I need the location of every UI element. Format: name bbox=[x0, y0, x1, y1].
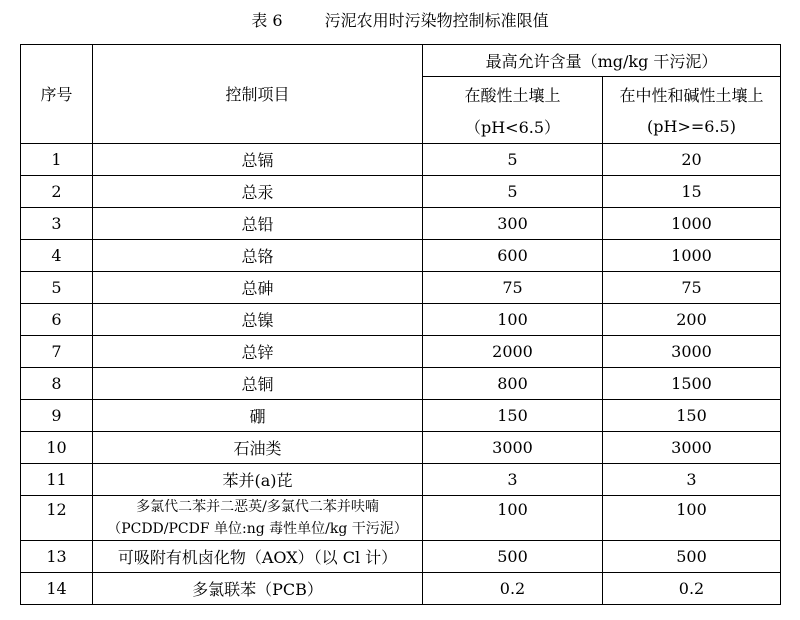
row-acid-value: 5 bbox=[423, 175, 603, 207]
row-item: 总汞 bbox=[93, 175, 423, 207]
row-neutral-value: 3000 bbox=[603, 335, 781, 367]
table-row bbox=[21, 399, 781, 431]
row-acid-value: 100 bbox=[423, 495, 603, 540]
table-row bbox=[21, 335, 781, 367]
row-neutral-value: 500 bbox=[603, 540, 781, 572]
table-row bbox=[21, 463, 781, 495]
row-acid-value: 3 bbox=[423, 463, 603, 495]
table-title: 污泥农用时污染物控制标准限值 bbox=[324, 11, 549, 30]
row-seq: 3 bbox=[21, 207, 93, 239]
table-row bbox=[21, 495, 781, 540]
row-item: 总锌 bbox=[93, 335, 423, 367]
row-seq: 14 bbox=[21, 572, 93, 604]
row-seq: 5 bbox=[21, 271, 93, 303]
row-acid-value: 75 bbox=[423, 271, 603, 303]
table-row bbox=[21, 367, 781, 399]
row-neutral-value: 1000 bbox=[603, 239, 781, 271]
row-acid-value: 0.2 bbox=[423, 572, 603, 604]
row-seq: 12 bbox=[21, 495, 93, 540]
row-acid-value: 5 bbox=[423, 143, 603, 175]
row-neutral-value: 0.2 bbox=[603, 572, 781, 604]
row-item: 硼 bbox=[93, 399, 423, 431]
row-seq: 8 bbox=[21, 367, 93, 399]
row-neutral-value: 1000 bbox=[603, 207, 781, 239]
table-row bbox=[21, 540, 781, 572]
row-seq: 9 bbox=[21, 399, 93, 431]
row-item: 多氯联苯（PCB） bbox=[93, 572, 423, 604]
row-seq: 10 bbox=[21, 431, 93, 463]
row-seq: 4 bbox=[21, 239, 93, 271]
row-seq: 1 bbox=[21, 143, 93, 175]
row-item: 总铜 bbox=[93, 367, 423, 399]
row-item-line2: （PCDD/PCDF 单位:ng 毒性单位/kg 干污泥） bbox=[107, 520, 408, 537]
row-neutral-value: 200 bbox=[603, 303, 781, 335]
row-neutral-value: 150 bbox=[603, 399, 781, 431]
row-seq: 6 bbox=[21, 303, 93, 335]
row-acid-value: 500 bbox=[423, 540, 603, 572]
row-acid-value: 2000 bbox=[423, 335, 603, 367]
row-acid-value: 300 bbox=[423, 207, 603, 239]
table-row bbox=[21, 572, 781, 604]
table-row bbox=[21, 271, 781, 303]
row-acid-value: 150 bbox=[423, 399, 603, 431]
header-acid-soil: 在酸性土壤上 bbox=[423, 77, 603, 112]
row-neutral-value: 15 bbox=[603, 175, 781, 207]
row-item: 总砷 bbox=[93, 271, 423, 303]
header-acid-ph: （pH<6.5） bbox=[423, 111, 603, 143]
row-item: 总铅 bbox=[93, 207, 423, 239]
row-acid-value: 600 bbox=[423, 239, 603, 271]
header-neutral-soil: 在中性和碱性土壤上 bbox=[603, 77, 781, 112]
header-seq: 序号 bbox=[21, 45, 93, 144]
row-item: 总镍 bbox=[93, 303, 423, 335]
table-row bbox=[21, 175, 781, 207]
row-item: 总铬 bbox=[93, 239, 423, 271]
row-acid-value: 100 bbox=[423, 303, 603, 335]
row-item bbox=[93, 495, 423, 540]
header-max-content: 最高允许含量（mg/kg 干污泥） bbox=[423, 45, 781, 77]
table-row bbox=[21, 239, 781, 271]
table-number: 表 6 bbox=[251, 11, 283, 30]
row-neutral-value: 3 bbox=[603, 463, 781, 495]
table-row bbox=[21, 207, 781, 239]
row-neutral-value: 1500 bbox=[603, 367, 781, 399]
pollutant-limits-table bbox=[20, 44, 781, 605]
table-row bbox=[21, 303, 781, 335]
table-row bbox=[21, 431, 781, 463]
row-item-line1: 多氯代二苯并二恶英/多氯代二苯并呋喃 bbox=[136, 498, 379, 515]
row-neutral-value: 100 bbox=[603, 495, 781, 540]
header-item: 控制项目 bbox=[93, 45, 423, 144]
table-caption bbox=[0, 8, 800, 31]
row-seq: 11 bbox=[21, 463, 93, 495]
row-seq: 13 bbox=[21, 540, 93, 572]
row-neutral-value: 75 bbox=[603, 271, 781, 303]
row-acid-value: 800 bbox=[423, 367, 603, 399]
row-item: 总镉 bbox=[93, 143, 423, 175]
row-neutral-value: 3000 bbox=[603, 431, 781, 463]
row-acid-value: 3000 bbox=[423, 431, 603, 463]
row-item: 苯并(a)芘 bbox=[93, 463, 423, 495]
row-item: 可吸附有机卤化物（AOX）（以 Cl 计） bbox=[93, 540, 423, 572]
row-seq: 7 bbox=[21, 335, 93, 367]
header-neutral-ph: (pH>=6.5) bbox=[603, 111, 781, 143]
row-neutral-value: 20 bbox=[603, 143, 781, 175]
table-row bbox=[21, 143, 781, 175]
row-seq: 2 bbox=[21, 175, 93, 207]
row-item: 石油类 bbox=[93, 431, 423, 463]
